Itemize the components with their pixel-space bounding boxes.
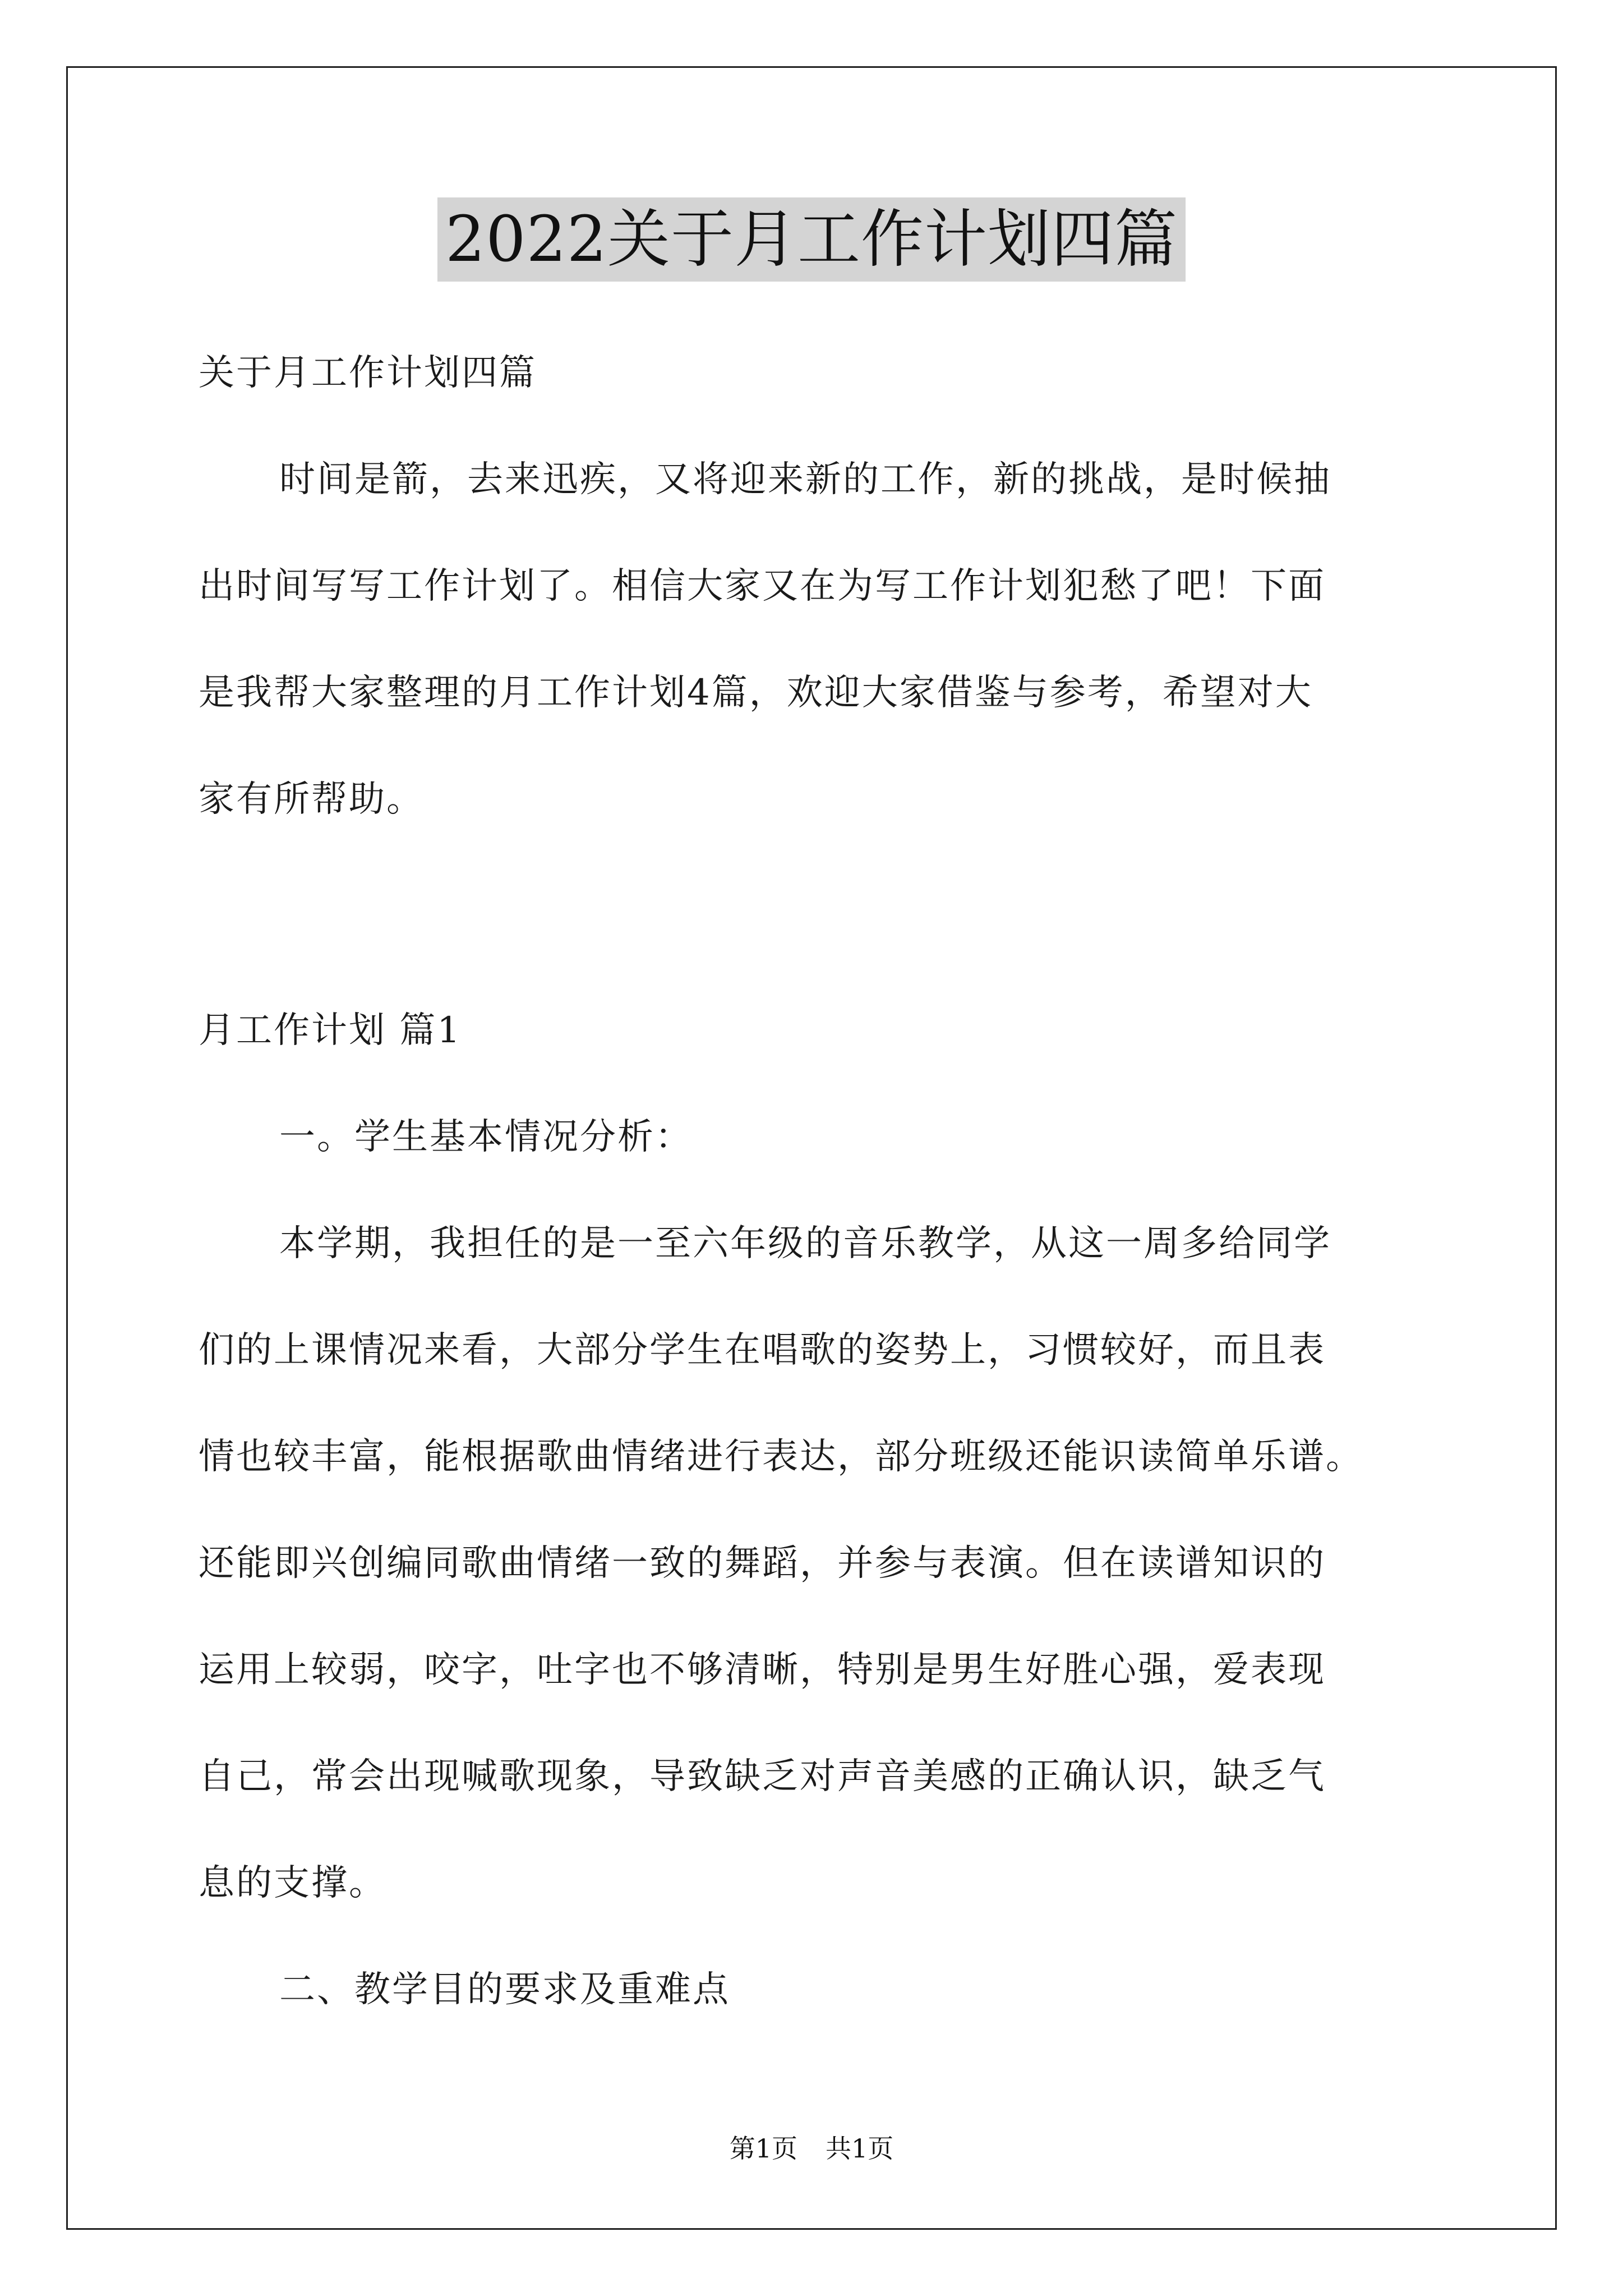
page-number-current: 第1页: [729, 2133, 797, 2164]
body-line: 还能即兴创编同歌曲情绪一致的舞蹈，并参与表演。但在读谱知识的: [199, 1543, 1326, 1584]
intro-line: 是我帮大家整理的月工作计划4篇，欢迎大家借鉴与参考，希望对大: [199, 672, 1313, 714]
part-heading: 一。学生基本情况分析：: [279, 1116, 693, 1158]
body-line: 情也较丰富，能根据歌曲情绪进行表达，部分班级还能识读简单乐谱。: [199, 1436, 1363, 1478]
document-title: 2022关于月工作计划四篇: [437, 197, 1186, 282]
body-line: 自己，常会出现喊歌现象，导致缺乏对声音美感的正确认识，缺乏气: [199, 1756, 1326, 1797]
intro-line: 出时间写写工作计划了。相信大家又在为写工作计划犯愁了吧！下面: [199, 565, 1326, 607]
body-line: 们的上课情况来看，大部分学生在唱歌的姿势上，习惯较好，而且表: [199, 1329, 1326, 1371]
page-number-total: 共1页: [826, 2133, 894, 2164]
section-heading: 月工作计划 篇1: [199, 1010, 462, 1051]
body-line: 本学期，我担任的是一至六年级的音乐教学，从这一周多给同学: [279, 1223, 1331, 1264]
document-subtitle: 关于月工作计划四篇: [199, 352, 537, 394]
part-heading: 二、教学目的要求及重难点: [279, 1969, 730, 2010]
page-footer: [0, 2132, 1623, 2165]
body-line: 息的支撑。: [199, 1862, 386, 1904]
intro-line: 家有所帮助。: [199, 779, 424, 820]
body-line: 运用上较弱，咬字，吐字也不够清晰，特别是男生好胜心强，爱表现: [199, 1649, 1326, 1691]
title-wrap: [0, 197, 1623, 282]
intro-line: 时间是箭，去来迅疾，又将迎来新的工作，新的挑战，是时候抽: [279, 459, 1331, 500]
document-body: [199, 320, 1444, 2043]
section-gap: [199, 853, 1444, 977]
